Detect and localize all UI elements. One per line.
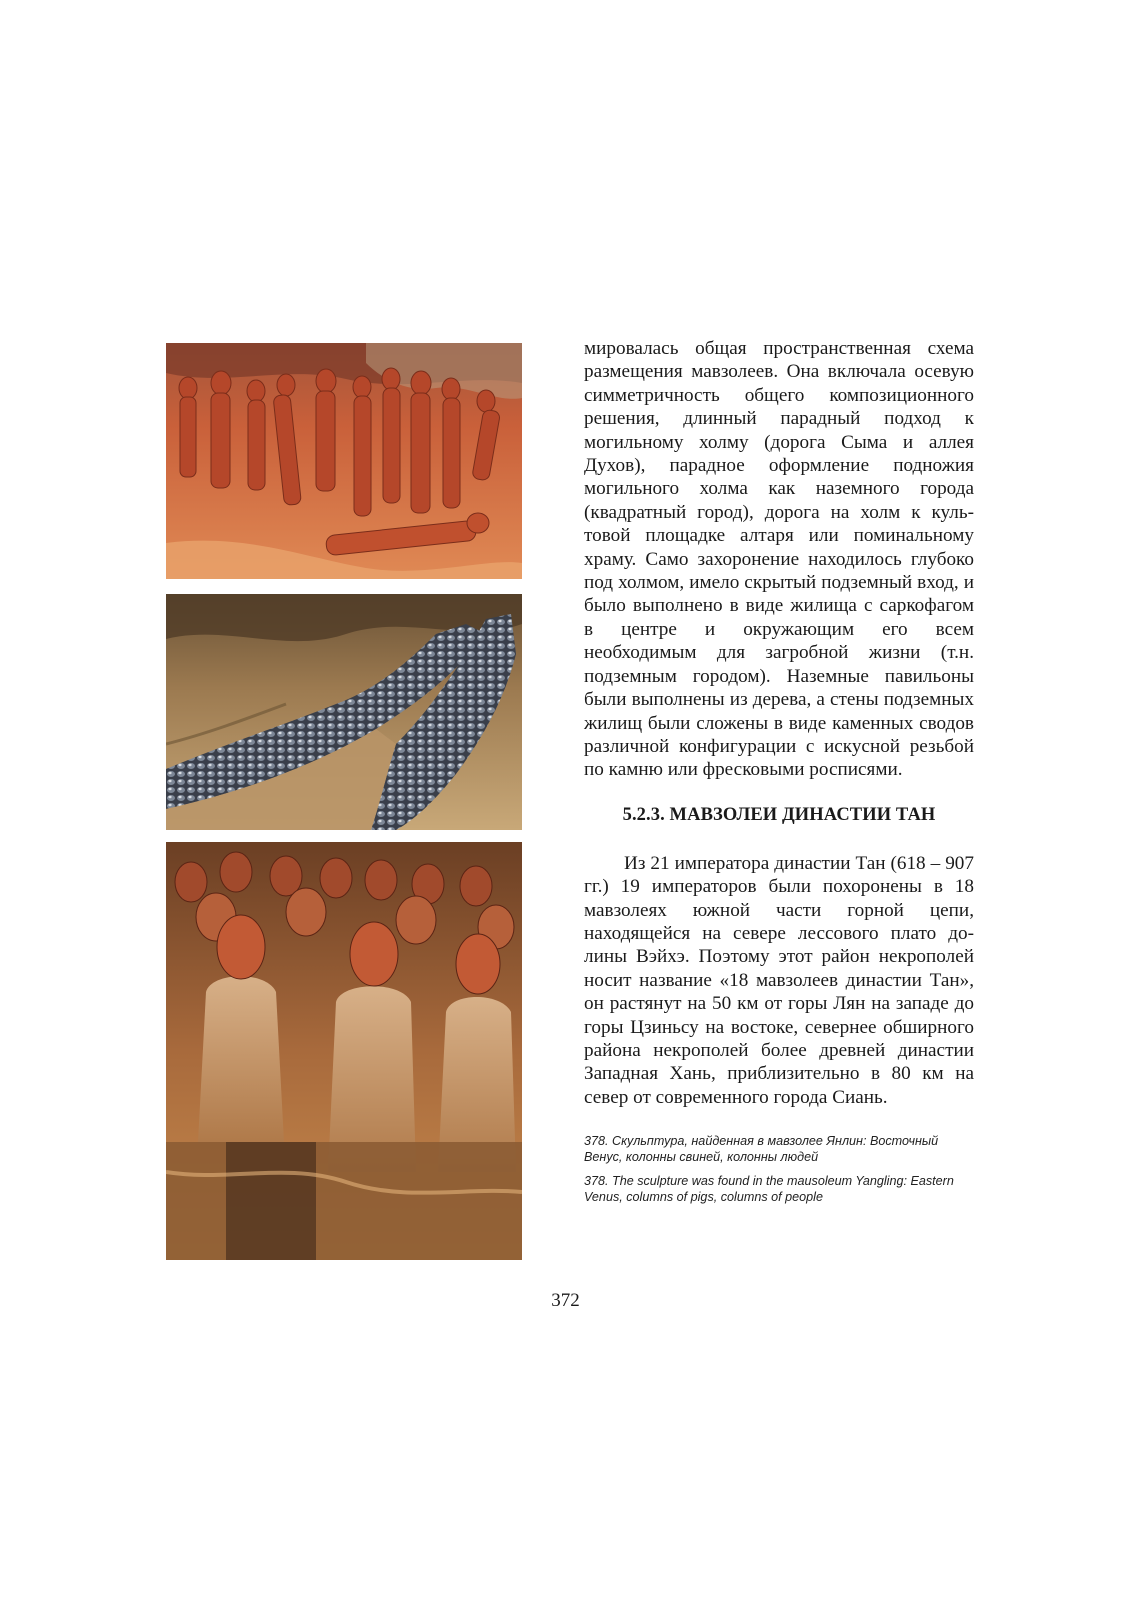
page-number: 372 [551, 1290, 580, 1311]
figure-caption-en: 378. The sculpture was found in the mausoleum Yangling: Eastern Venus, columns of pigs, columns of people [584, 1174, 954, 1205]
section-heading: 5.2.3. МАВЗОЛЕИ ДИНАСТИИ ТАН [622, 804, 936, 825]
photo-columns-of-pigs [166, 594, 522, 830]
photo-terracotta-figurines [166, 343, 522, 579]
figure-caption-ru: 378. Скульптура, найденная в мавзолее Янлин: Восточный Венус, колонны свиней, колонны людей [584, 1134, 939, 1165]
photo-columns-of-people [166, 842, 522, 1260]
text-column [584, 337, 974, 1205]
body-paragraph-2: Из 21 императора династии Тан (618 – 907 гг.) 19 императоров были похоронены в 18 мавзолеях южной части горной цепи, находящейся на севере лессового плато долины Вэйхэ. Поэтому этот район некрополей носит название «18 мавзолеев династии Тан», он растянут на 50 км от горы Лян на западе до горы Цзиньсу на востоке, севернее обширного района некрополей более древней династии Западная Хань, приблизительно в 80 км на север от современного города Сиань. [584, 852, 974, 1108]
body-paragraph-1: мировалась общая пространственная схема размещения мавзолеев. Она включала осевую симметричность общего композиционного решения, длинный парадный подход к могильному холму (дорога Сыма и аллея Духов), парадное оформление подножия могильного холма как наземного города (квадратный город), дорога на холм к культовой площадке алтаря или поминальному храму. Само захоронение находилось глубоко под холмом, имело скрытый подземный вход, и было выполнено в виде жилища с саркофагом в центре и окружающим его всем необходимым для загробной жизни (т.н. подземным городом). Наземные павильоны были выполнены из дерева, а стены подземных жилищ были сложены в виде каменных сводов различной конфигурации с искусной резьбой по камню или фресковыми росписями. [584, 338, 974, 781]
